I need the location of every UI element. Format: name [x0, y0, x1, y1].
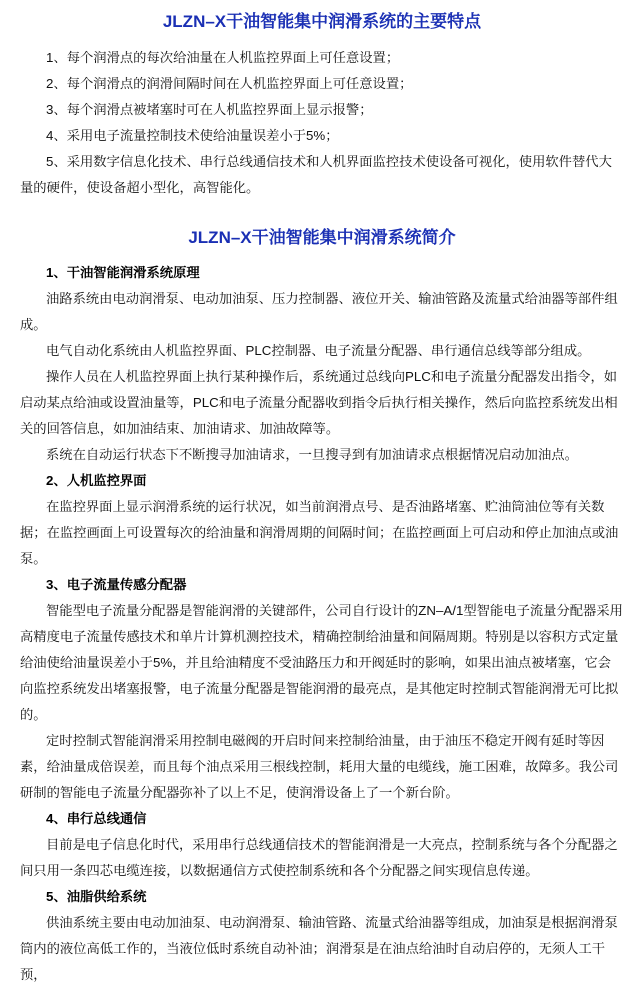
page-title-features: JLZN–X干油智能集中润滑系统的主要特点	[162, 12, 482, 31]
paragraph: 系统在自动运行状态下不断搜寻加油请求，一旦搜寻到有加油请求点根据情况启动加油点。	[46, 447, 578, 462]
list-item: 4、采用电子流量控制技术使给油量误差小于5%；	[46, 128, 339, 143]
section-heading-hmi: 2、人机监控界面	[46, 473, 147, 488]
paragraph: 供油系统主要由电动加油泵、电动润滑泵、输油管路、流量式给油器等组成，加油泵是根据润滑泵筒内的液位高低工作的，当液位低时系统自动补油；润滑泵是在油点给油时自动启停的，无须人工干预，	[20, 915, 618, 982]
list-item: 2、每个润滑点的润滑间隔时间在人机监控界面上可任意设置；	[46, 76, 413, 91]
list-item: 5、采用数字信息化技术、串行总线通信技术和人机界面监控技术使设备可视化，使用软件替代大量的硬件，使设备超小型化，高智能化。	[20, 154, 612, 195]
section-heading-principle: 1、干油智能润滑系统原理	[46, 265, 200, 280]
paragraph: 目前是电子信息化时代，采用串行总线通信技术的智能润滑是一大亮点，控制系统与各个分配器之间只用一条四芯电缆连接，以数据通信方式使控制系统和各个分配器之间实现信息传递。	[20, 837, 618, 878]
section-heading-serial-bus: 4、串行总线通信	[46, 811, 147, 826]
section-heading-distributor: 3、电子流量传感分配器	[46, 577, 187, 592]
page-title-introduction: JLZN–X干油智能集中润滑系统简介	[188, 228, 456, 247]
paragraph: 智能型电子流量分配器是智能润滑的关键部件，公司自行设计的ZN–A/1型智能电子流量分配器采用高精度电子流量传感技术和单片计算机测控技术，精确控制给油量和间隔周期。特别是以容积方式定量给油使给油量误差小于5%，并且给油精度不受油路压力和开阀延时的影响，如果出油点被堵塞，它会向监控系统发出堵塞报警，电子流量分配器是智能润滑的最亮点，是其他定时控制式智能润滑无可比拟的。	[20, 603, 623, 722]
introduction-body	[0, 248, 644, 988]
section-heading-grease-supply: 5、油脂供给系统	[46, 889, 147, 904]
paragraph: 在监控界面上显示润滑系统的运行状况，如当前润滑点号、是否油路堵塞、贮油筒油位等有关数据；在监控画面上可设置每次的给油量和润滑周期的间隔时间；在监控画面上可启动和停止加油点或油泵。	[20, 499, 619, 566]
features-list	[0, 45, 644, 201]
list-item: 3、每个润滑点被堵塞时可在人机监控界面上显示报警；	[46, 102, 373, 117]
list-item: 1、每个润滑点的每次给油量在人机监控界面上可任意设置；	[46, 50, 400, 65]
paragraph: 油路系统由电动润滑泵、电动加油泵、压力控制器、液位开关、输油管路及流量式给油器等部件组成。	[20, 291, 618, 332]
paragraph: 定时控制式智能润滑采用控制电磁阀的开启时间来控制给油量，由于油压不稳定开阀有延时等因素，给油量成倍误差，而且每个油点采用三根线控制，耗用大量的电缆线，施工困难，故障多。我公司研制的智能电子流量分配器弥补了以上不足，使润滑设备上了一个新台阶。	[20, 733, 619, 800]
paragraph: 操作人员在人机监控界面上执行某种操作后，系统通过总线向PLC和电子流量分配器发出指令，如启动某点给油或设置油量等，PLC和电子流量分配器收到指令后执行相关操作，然后向监控系统发出相关的回答信息，如加油结束、加油请求、加油故障等。	[20, 369, 618, 436]
paragraph: 电气自动化系统由人机监控界面、PLC控制器、电子流量分配器、串行通信总线等部分组成。	[46, 343, 591, 358]
